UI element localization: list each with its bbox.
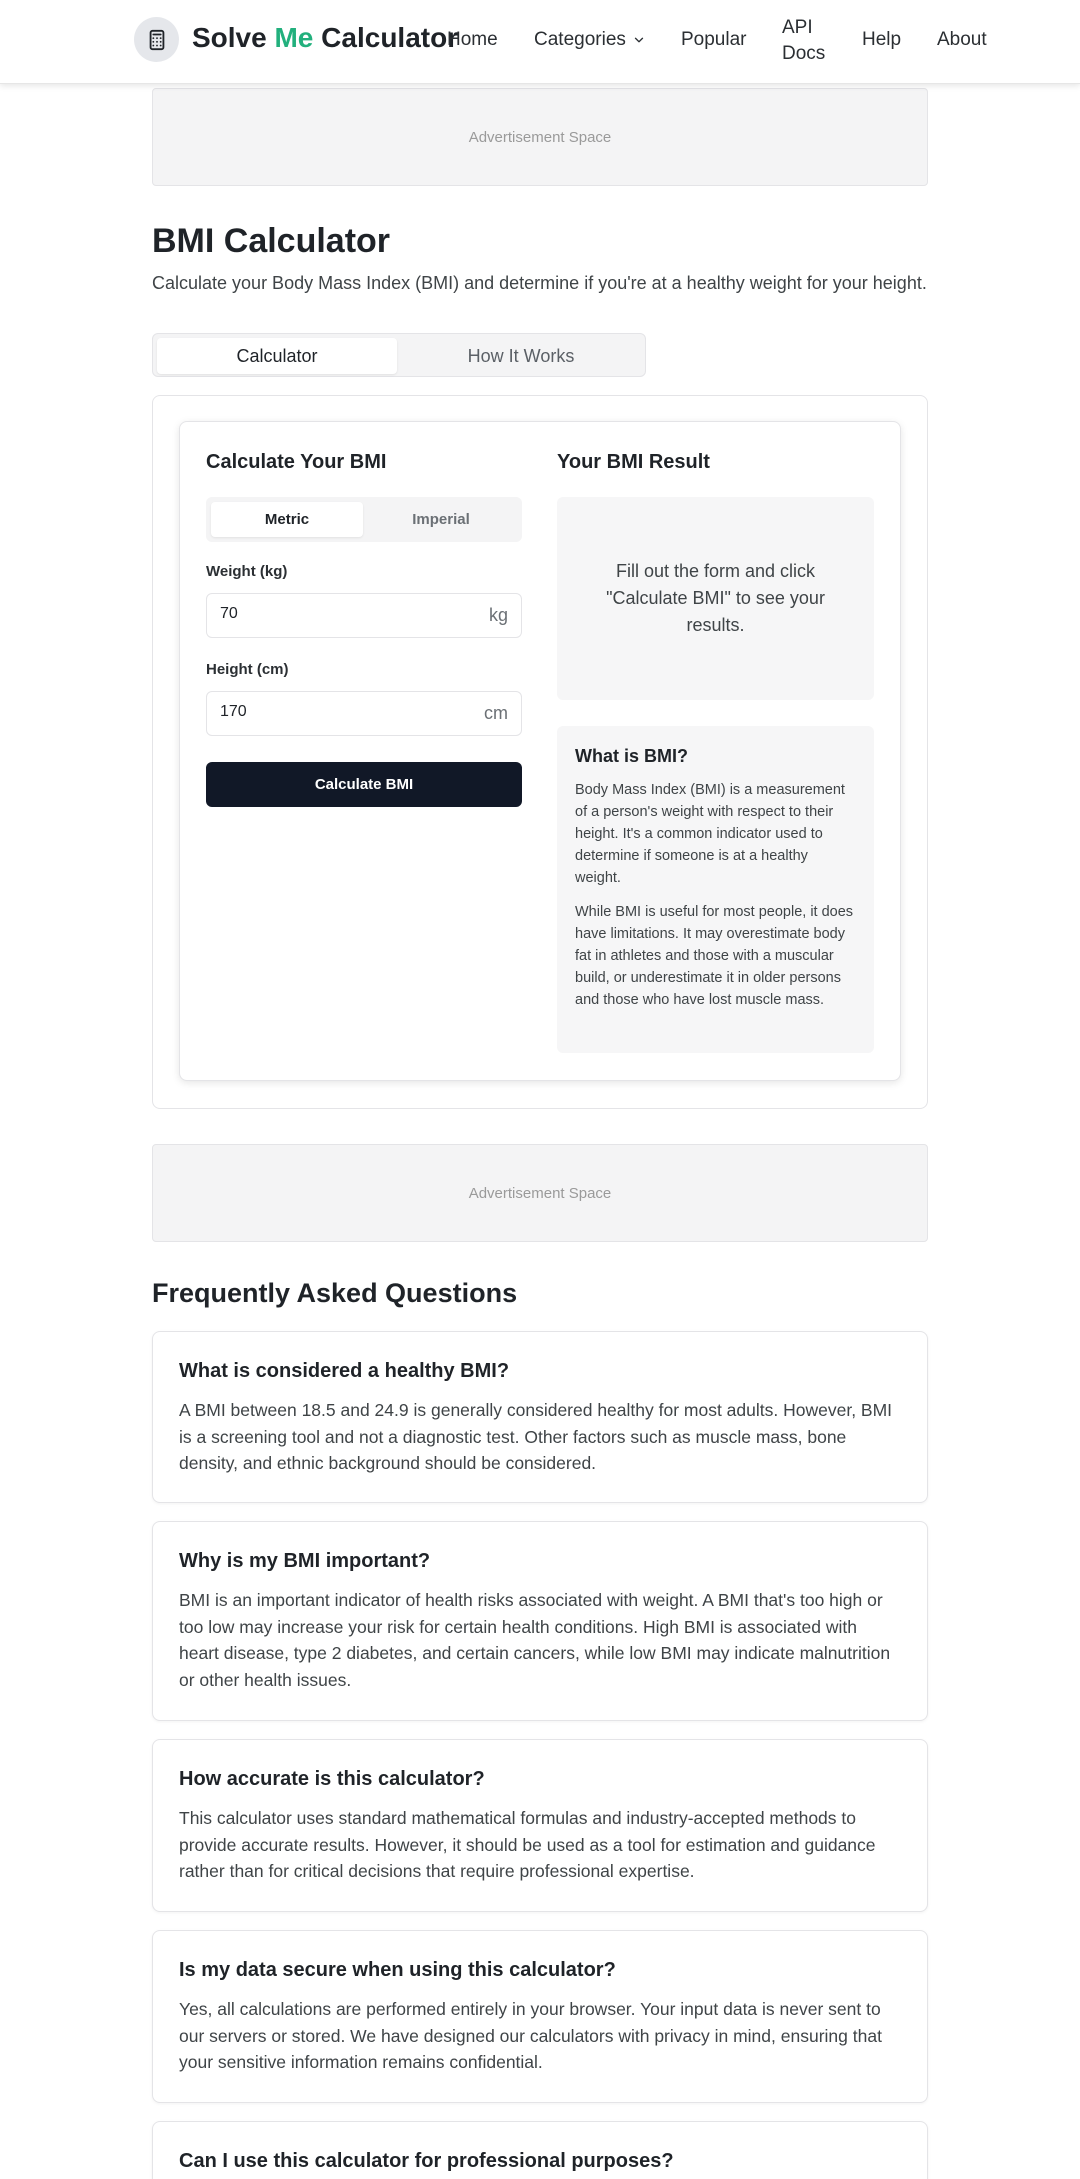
result-placeholder: Fill out the form and click "Calculate BMI" to see your results.	[557, 497, 874, 700]
height-field	[206, 691, 522, 736]
info-title: What is BMI?	[575, 746, 688, 766]
calculate-bmi-button[interactable]: Calculate BMI	[206, 762, 522, 807]
faq-question: How accurate is this calculator?	[179, 1768, 485, 1790]
tab-list	[152, 333, 646, 377]
nav-about[interactable]: About	[937, 29, 987, 50]
faq-answer: A BMI between 18.5 and 24.9 is generally considered healthy for most adults. However, BMI is a screening tool and not a diagnostic test. Other factors such as muscle mass, bone density, and ethnic background should be considered.	[179, 1400, 893, 1473]
brand-part-3: Calculator	[313, 22, 459, 53]
weight-unit: kg	[488, 605, 508, 625]
calculator-title: Calculate Your BMI	[206, 451, 387, 473]
advertisement-middle: Advertisement Space	[152, 1144, 928, 1242]
nav-home[interactable]: Home	[447, 29, 498, 50]
bmi-info-box	[557, 726, 874, 1053]
unit-metric-button[interactable]: Metric	[211, 502, 363, 537]
chevron-down-icon	[632, 33, 646, 47]
nav-api-docs[interactable]: API Docs	[782, 17, 826, 64]
result-title: Your BMI Result	[557, 451, 710, 473]
weight-label: Weight (kg)	[206, 563, 288, 580]
faq-heading: Frequently Asked Questions	[152, 1278, 518, 1308]
page-description: Calculate your Body Mass Index (BMI) and determine if you're at a healthy weight for your height.	[152, 273, 927, 293]
nav-categories[interactable]	[534, 29, 646, 51]
brand-part-2: Me	[274, 22, 314, 53]
weight-input[interactable]	[220, 605, 460, 623]
info-paragraph-2: While BMI is useful for most people, it does have limitations. It may overestimate body fat in athletes and those with a muscular build, or underestimate it in older persons and those who have lost muscle mass.	[575, 904, 854, 1008]
site-header	[0, 0, 1080, 84]
faq-item	[152, 1331, 928, 1503]
info-paragraph-1: Body Mass Index (BMI) is a measurement of a person's weight with respect to their height. It's a common indicator used to determine if someone is at a healthy weight.	[575, 782, 845, 886]
faq-item	[152, 1521, 928, 1721]
unit-imperial-button[interactable]: Imperial	[412, 511, 470, 528]
faq-item	[152, 2121, 928, 2179]
nav-popular[interactable]: Popular	[681, 29, 747, 50]
height-label: Height (cm)	[206, 661, 289, 678]
brand-part-1: Solve	[192, 22, 275, 53]
faq-question: Can I use this calculator for professional purposes?	[179, 2150, 674, 2172]
faq-item	[152, 1739, 928, 1912]
weight-field	[206, 593, 522, 638]
height-unit: cm	[484, 703, 508, 723]
nav-help[interactable]: Help	[862, 29, 902, 50]
faq-answer: Yes, all calculations are performed entirely in your browser. Your input data is never sent to our servers or stored. We have designed our calculators with privacy in mind, ensuring that your sensitive information remains confidential.	[179, 1999, 882, 2072]
calculator-icon	[146, 29, 168, 51]
brand-name[interactable]	[192, 22, 458, 54]
unit-toggle	[206, 497, 522, 542]
advertisement-top: Advertisement Space	[152, 88, 928, 186]
faq-question: Is my data secure when using this calculator?	[179, 1959, 616, 1981]
faq-item	[152, 1930, 928, 2103]
faq-answer: This calculator uses standard mathematical formulas and industry-accepted methods to provide accurate results. However, it should be used as a tool for estimation and guidance rather than for critical decisions that require professional expertise.	[179, 1808, 876, 1881]
faq-question: What is considered a healthy BMI?	[179, 1360, 510, 1382]
page-title: BMI Calculator	[152, 222, 391, 260]
logo[interactable]	[134, 17, 179, 62]
faq-question: Why is my BMI important?	[179, 1550, 431, 1572]
height-input[interactable]	[220, 703, 460, 721]
nav-categories-label: Categories	[534, 29, 626, 50]
faq-answer: BMI is an important indicator of health risks associated with weight. A BMI that's too high or too low may increase your risk for certain health conditions. High BMI is associated with heart disease, type 2 diabetes, and certain cancers, while low BMI may indicate malnutrition or other health issues.	[179, 1590, 891, 1690]
tab-how-it-works[interactable]: How It Works	[467, 345, 575, 366]
tab-calculator[interactable]: Calculator	[157, 338, 397, 374]
